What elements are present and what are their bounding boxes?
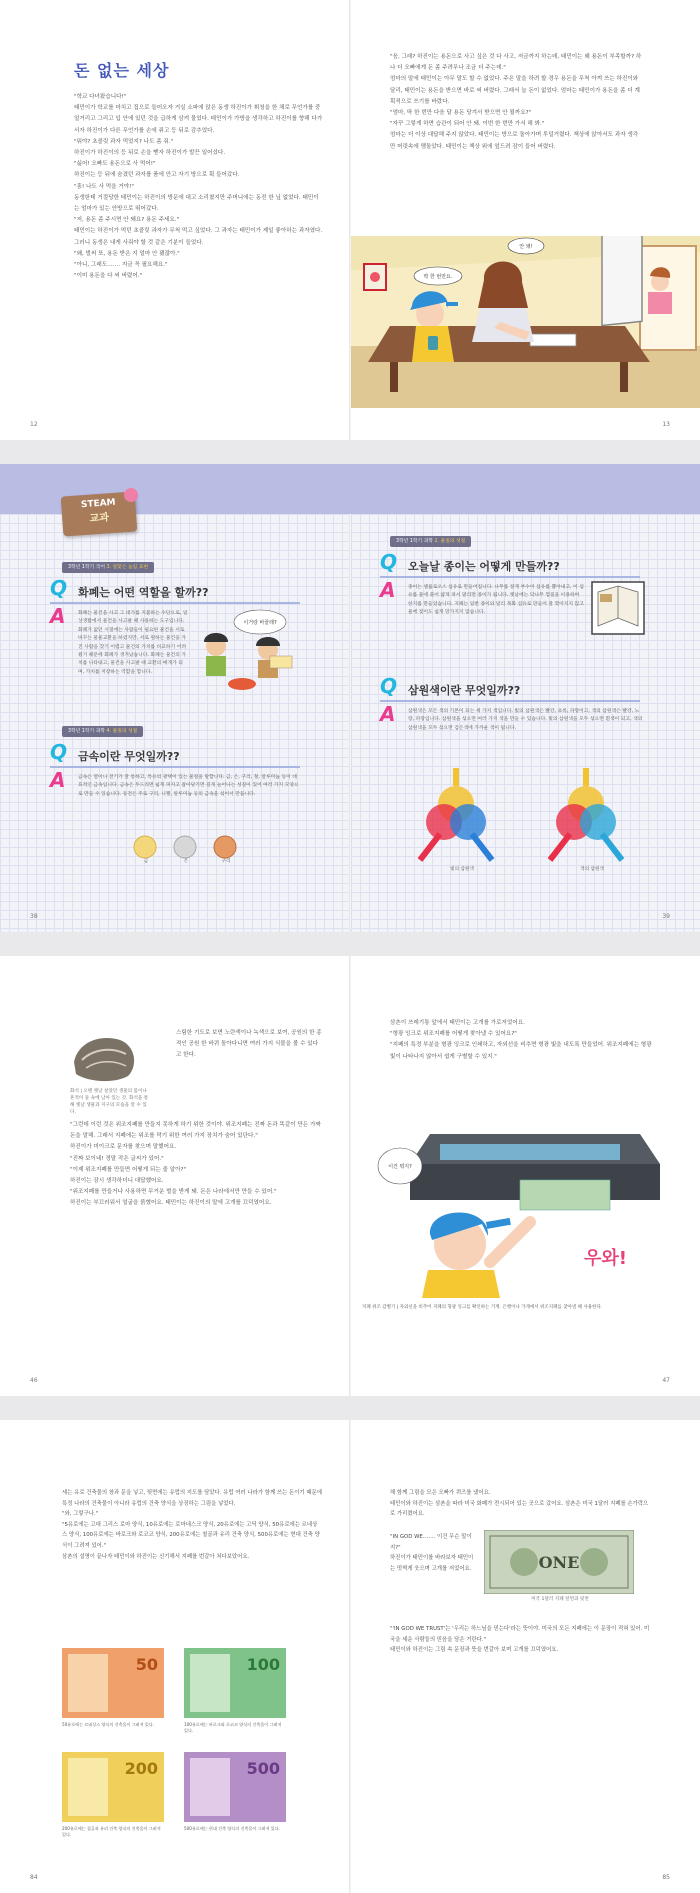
paragraph: 태민이와 하진이는 그림 속 문장과 뜻을 번갈아 보며 고개를 끄덕였어요. [390,1647,559,1654]
page-number: 85 [662,1874,670,1881]
q-icon: Q [50,740,68,764]
page-number: 13 [662,421,670,428]
curriculum-badge: 3학년 1학기 과학 2. 물질의 성질 [390,536,471,547]
paragraph: "음, 그래? 하진이는 용돈으로 사고 싶은 것 다 사고, 저금까지 하는데, 태민이는 왜 용돈이 부족할까? 하나 더 오빠에게 돈 좀 주려무나 조금 더 주는데." [390,54,642,72]
paragraph: "이미 용돈을 다 써 버렸어." [74,273,143,280]
paragraph: 하진이는 등 뒤에 숨겼던 과자를 품에 안고 자기 방으로 휙 들어갔다. [74,172,240,179]
story-text [70,1120,322,1360]
caption-color-primaries: 색의 삼원색 [580,867,604,872]
euro-200-note [62,1752,164,1822]
one-dollar-bill [484,1530,634,1594]
paragraph: "지폐의 특정 부분을 형광 잉크로 인쇄하고, 자외선을 비추면 형광 빛을 내도록 만들었어. 위조지폐에는 형광 빛이 나타나지 않아서 쉽게 구별할 수 있지." [390,1042,652,1060]
euro-value: 50 [135,1655,158,1674]
book-gutter [349,1420,351,1893]
speech-bubble-child: 딱 한 번만요. [423,274,453,280]
page-number: 46 [30,1377,38,1384]
question-title: 화폐는 어떤 역할을 할까?? [78,586,209,599]
metal-label: 은 [183,859,189,864]
note-caption: 100유로에는 바로크와 로코코 양식의 건축물이 그려져 있다. [184,1722,282,1734]
paragraph: "싫어! 오빠도 용돈으로 사 먹어!" [74,161,156,168]
paragraph: 하진이가 태민이를 바라보자 태민이는 멋쩍게 웃으며 고개를 저었어요. [390,1555,474,1572]
primary-colors-illustration [400,764,650,864]
metal-label: 구리 [221,859,231,864]
story-text [390,1532,476,1618]
page-right [350,464,700,932]
barter-bubble: 이거랑 바꿀래? [243,620,277,626]
paragraph: 하진이는 잠시 생각하더니 대답했어요. [70,1178,164,1185]
page-right [350,0,700,440]
paragraph: "진짜 보이네! 정말 작은 글씨가 있어." [70,1155,164,1162]
note-caption: 200유로에는 철골과 유리 건축 양식의 건축물이 그려져 있다. [62,1826,161,1838]
note-caption: 500유로에는 현대 건축 양식의 건축물이 그려져 있다. [184,1826,281,1831]
wow-text: 우와! [584,1248,627,1269]
paragraph: 해 함께 그림을 모은 오빠가 퀴즈를 냈어요. [390,1490,491,1496]
story-text [390,1018,652,1094]
divider [50,766,300,768]
q-icon: Q [380,674,398,698]
page-number: 12 [30,421,38,428]
page-left [0,956,350,1396]
fossil-rock-image [70,1032,140,1084]
divider [380,700,640,702]
paragraph: 엄마의 말에 태민이는 아무 말도 할 수 없었다. 주은 말을 하려 할 경우 용돈을 무척 아껴 쓰는 하진이와 달리, 태민이는 용돈을 받으면 바로 써 버렸다. 그래서 늘 돈이 없었다. 엄마는 태민이가 용돈을 좀 더 계획적으로 쓰기를 바랐다. [390,76,640,105]
paragraph: "아니, 그래도……. 지금 꼭 필요해요." [74,262,168,269]
story-text [390,1624,652,1854]
q-icon: Q [380,550,398,574]
paragraph: "자꾸 그렇게 하면 습관이 되어 안 돼. 이번 한 번만 가서 해 봐." [390,121,545,128]
paragraph: 하진이가 하진이의 등 뒤로 손을 뻗자 하진이가 발끈 일어섰다. [74,150,226,157]
paragraph: "흥! 나도 사 먹을 거야!" [74,183,134,190]
answer-text: 화폐는 물건을 사고 그 대가를 지불하는 수단으로, 일상생활에서 물건을 사고팔 때 사용하는 도구입니다. 화폐가 없던 시절에는 사람들이 필요한 물건을 서로 바꾸는 물물교환을 하였지만, 서로 원하는 물건을 가진 사람을 찾기 어렵고 물건의 가치를 비교하기 어려웠기 때문에 화폐가 생겨났습니다. 화폐는 물건의 가치를 나타내고, 물건을 사고팔 때 교환의 매개가 되며, 가치를 저장하는 역할을 합니다. [78,611,188,675]
a-icon: A [380,702,396,726]
paragraph: "와, 그렇구나." [62,1511,99,1518]
euro-500-note [184,1752,286,1822]
paragraph: "엄마, 딱 한 번만 다음 달 용돈 당겨서 받으면 안 될까요?" [390,110,532,117]
chapter-title: 돈 없는 세상 [74,61,170,80]
page-left [0,464,350,932]
spread-world-currency [0,1420,700,1893]
paragraph: 삼촌이 쓰레기통 앞에서 태민이는 고개를 가로저었어요. [390,1020,525,1026]
paragraph: 삼촌의 설명이 끝나자 태민이와 하진이는 신기해서 지폐를 번갈아 쳐다보았어요. [62,1553,250,1560]
paragraph: "IN GOD WE……. 이건 무슨 말이지?" [390,1534,472,1551]
device-caption: 지폐 위조 감별기 | 자외선을 비추어 지폐의 형광 잉크를 확인하는 기계. 은행이나 가게에서 위조지폐를 찾아낼 때 사용한다. [362,1305,603,1310]
page-number: 47 [662,1377,670,1384]
paragraph: "'IN GOD WE TRUST'는 '우리는 하느님을 믿는다'라는 뜻이야. 미국의 모든 지폐에는 이 문장이 적혀 있어. 미국을 세운 사람들의 믿음을 담은 거란다." [390,1626,650,1643]
paragraph: 태민이가 학교를 마치고 집으로 들어오자 거실 소파에 앉은 동생 하진이가 휘청을 한 채로 무언가를 중얼거리고 그리고 입 안에 있던 것을 급하게 삼켜 물었다. 태민이가 가방을 생각하고 하진이를 향해 다가서자 하진이가 다른 무언가를 손에 쥐고 등 뒤로 감추었다. [74,105,323,134]
a-icon: A [380,578,396,602]
speech-bubble-mother: 안 돼! [519,244,533,250]
book-gutter [349,514,351,932]
divider [50,602,300,604]
euro-100-note [184,1648,286,1718]
book-gutter [349,956,351,1396]
paragraph: "5유로에는 고대 그리스 로마 양식, 10유로에는 로마네스크 양식, 20유로에는 고딕 양식, 50유로에는 르네상스 양식, 100유로에는 바로크와 로코코 양식, 200유로에는 철골과 유리 건축 양식, 500유로에는 현대 건축 양식이 그려져 있어." [62,1521,320,1549]
paragraph: 동생한테 거절당한 태민이는 하진이의 방문에 대고 소리쳤지만 주머니에는 동전 한 닢 없었다. 태민이는 엄마가 있는 안방으로 뛰어갔다. [74,194,319,213]
paragraph: 하진이는 부끄러워서 얼굴을 붉혔어요. 태민이는 하진이의 말에 고개를 끄덕였어요. [70,1200,272,1207]
page-right [350,1420,700,1893]
note-caption: 50유로에는 르네상스 양식의 건축물이 그려져 있다. [62,1722,155,1727]
steam-tag-title: STEAM [80,497,116,511]
page-left [0,1420,350,1893]
dollar-caption: 미국 1달러 지폐 앞면과 뒷면 [531,1597,589,1602]
spread-steam [0,464,700,932]
page-number: 38 [30,913,38,920]
question-title: 오늘날 종이는 어떻게 만들까?? [408,560,560,573]
page-number: 84 [30,1874,38,1881]
paragraph: 엄마는 더 이상 대답해 주지 않았다. 태민이는 방으로 돌아가며 투덜거렸다. 책상에 앉아서도 과자 생각만 머릿속에 맴돌았다. 태민이는 책상 위에 엎드려 잠이 들어 버렸다. [390,132,639,150]
story-text [390,1488,652,1524]
paper-book-illustration [590,580,646,636]
page-right [350,956,700,1396]
a-icon: A [50,604,66,628]
counterfeit-detector-illustration [370,1094,680,1298]
euro-value: 200 [124,1759,158,1778]
fossil-caption: 화석 | 오랜 옛날 살았던 생물의 몸이나 흔적이 돌 속에 남아 있는 것. 화석을 통해 옛날 생물과 지구의 모습을 알 수 있다. [70,1089,149,1115]
paragraph: "그런데 이런 것은 위조지폐를 만들지 못하게 하기 위한 것이야. 위조지폐는 진짜 돈과 똑같이 만든 가짜 돈을 말해. 그래서 지폐에는 위조를 막기 위한 여러 가지 장치가 숨어 있단다." [70,1122,321,1140]
divider [380,576,640,578]
paragraph: "왜, 벌써 또, 용돈 받은 지 얼마 안 됐잖아." [74,250,180,257]
a-icon: A [50,768,66,792]
caption-light-primaries: 빛의 삼원색 [450,867,474,872]
paragraph: 태민이는 하진이가 먹던 초콜릿 과자가 무척 먹고 싶었다. 그 과자는 태민이가 제일 좋아하는 과자였다. 그러니 동생은 내게 사줘야 할 것 같은 기분이 들었다. [74,228,323,246]
answer-text: 삼원색은 모든 색의 기본이 되는 세 가지 색입니다. 빛의 삼원색은 빨강, 초록, 파랑이고, 색의 삼원색은 빨강, 노랑, 파랑입니다. 삼원색을 섞으면 여러 가지 색을 만들 수 있습니다. 빛의 삼원색을 모두 섞으면 흰색이 되고, 색의 삼원색을 모두 섞으면 검은색에 가까운 색이 됩니다. [408,709,643,731]
question-bubble: 이건 뭐지? [388,1164,412,1170]
page-number: 39 [662,913,670,920]
story-text: 스팀한 기도로 보면 노란색이나 녹색으로 보여, 공원의 한 종적인 공원 한 바퀴 돌아다니면 여러 가지 식물을 볼 수 있다고 한다. [176,1030,322,1059]
answer-text: 금속은 열이나 전기가 잘 통하고, 특유의 광택이 있는 물질을 말합니다. 금, 은, 구리, 철, 알루미늄 등이 대표적인 금속입니다. 금속은 두드리면 넓게 펴지고 잡아당기면 길게 늘어나는 성질이 있어 여러 가지 모양으로 만들 수 있습니다. 동전은 주로 구리, 니켈, 알루미늄 등의 금속을 섞어서 만듭니다. [78,775,299,797]
paragraph: 세는 유로 건축물의 창과 문을 넣고, 뒷면에는 유럽의 지도를 담았다. 유럽 여러 나라가 함께 쓰는 돈이기 때문에 특정 나라의 건축물이 아니라 유럽의 건축 양식을 상징하는 그림을 넣었다. [62,1490,322,1507]
paragraph: 태민이와 하진이는 삼촌을 따라 미국 화폐가 전시되어 있는 곳으로 갔어요. 삼촌은 미국 1달러 지폐를 손가락으로 가리켰어요. [390,1500,649,1518]
paragraph: "저, 용돈 좀 주시면 안 돼요? 용돈 주세요." [74,217,180,224]
paragraph: "뭐야? 초콜릿 과자 먹었지? 나도 좀 줘." [74,138,174,145]
curriculum-badge: 3학년 1학기 과학 4. 물질의 성질 [62,726,143,737]
euro-50-note [62,1648,164,1718]
paragraph: "학교 다녀왔습니다!" [74,94,127,100]
paragraph: 하진이가 미이크로 문자를 찾으며 말했어요. [70,1144,177,1151]
curriculum-badge: 3학년 1학기 국어 3. 알맞은 높임 표현 [62,562,154,573]
question-title: 금속이란 무엇일까?? [78,750,180,763]
euro-value: 500 [246,1759,280,1778]
dollar-value: ONE [538,1553,580,1572]
answer-text: 종이는 셀룰로오스 섬유로 만들어집니다. 나무를 잘게 부수어 섬유를 뽑아내고, 이 섬유를 물에 풀어 얇게 펴서 말리면 종이가 됩니다. 옛날에는 닥나무 껍질을 이용하여 한지를 만들었습니다. 지폐는 일반 종이와 달리 목화 섬유로 만들어 잘 찢어지지 않고 물에 젖어도 쉽게 망가지지 않습니다. [408,585,584,616]
barter-illustration [190,606,296,696]
steam-tag-sub: 교과 [89,512,110,525]
story-text [390,52,642,222]
paragraph: "이제 위조지폐를 만들면 어떻게 되는 줄 알아?" [70,1166,187,1173]
paragraph: "위조지폐를 만들거나 사용하면 무거운 벌을 받게 돼. 돈은 나라에서만 만들 수 있어." [70,1189,277,1196]
euro-value: 100 [246,1655,280,1674]
spread-money-world [0,0,700,440]
q-icon: Q [50,576,68,600]
spread-counterfeit [0,956,700,1396]
page-left [0,0,350,440]
metal-label: 금 [143,859,149,864]
room-illustration [350,236,700,408]
story-text [62,1488,322,1640]
story-text [74,92,324,392]
paragraph: "형광 잉크로 위조지폐를 어떻게 찾아낼 수 있어요?" [390,1031,517,1038]
question-title: 삼원색이란 무엇일까?? [408,684,521,697]
book-gutter [349,0,351,440]
